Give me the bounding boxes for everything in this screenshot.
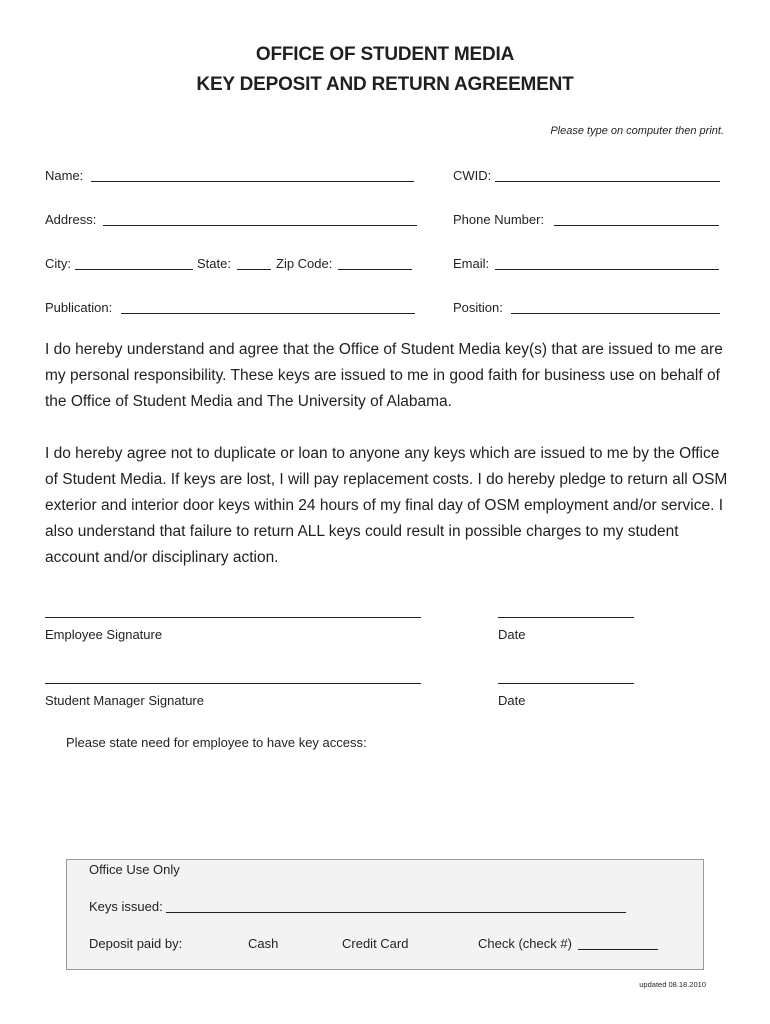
zip-label: Zip Code:	[276, 256, 333, 271]
phone-label: Phone Number:	[453, 212, 545, 227]
zip-field[interactable]	[338, 269, 412, 270]
email-field[interactable]	[495, 269, 719, 270]
updated-date: updated 08.18.2010	[639, 980, 706, 989]
instruction-note: Please type on computer then print.	[550, 125, 724, 137]
employee-date-label: Date	[498, 627, 526, 642]
page-subtitle: KEY DEPOSIT AND RETURN AGREEMENT	[196, 74, 574, 95]
state-field[interactable]	[237, 269, 271, 270]
name-field[interactable]	[91, 181, 414, 182]
address-field[interactable]	[103, 225, 417, 226]
employee-signature-label: Employee Signature	[45, 627, 163, 642]
city-field[interactable]	[75, 269, 193, 270]
position-label: Position:	[453, 300, 503, 315]
manager-signature-line[interactable]	[45, 683, 421, 684]
cash-option[interactable]: Cash	[248, 936, 279, 951]
employee-date-line[interactable]	[498, 617, 634, 618]
cwid-field[interactable]	[495, 181, 720, 182]
phone-field[interactable]	[554, 225, 719, 226]
check-option[interactable]: Check (check #)	[478, 936, 572, 951]
key-need-label: Please state need for employee to have key access:	[66, 735, 367, 750]
deposit-paid-label: Deposit paid by:	[89, 936, 183, 951]
email-label: Email:	[453, 256, 490, 271]
keys-issued-field[interactable]	[166, 912, 626, 913]
manager-date-line[interactable]	[498, 683, 634, 684]
cwid-label: CWID:	[453, 168, 492, 183]
name-label: Name:	[45, 168, 84, 183]
state-label: State:	[197, 256, 231, 271]
credit-card-option[interactable]: Credit Card	[342, 936, 409, 951]
city-label: City:	[45, 256, 71, 271]
agreement-text	[45, 337, 735, 571]
office-use-heading: Office Use Only	[89, 862, 180, 877]
employee-signature-line[interactable]	[45, 617, 421, 618]
publication-label: Publication:	[45, 300, 113, 315]
publication-field[interactable]	[121, 313, 415, 314]
address-label: Address:	[45, 212, 97, 227]
position-field[interactable]	[511, 313, 720, 314]
manager-date-label: Date	[498, 693, 526, 708]
page-title: OFFICE OF STUDENT MEDIA	[255, 44, 515, 65]
agreement-paragraph-1: I do hereby understand and agree that the Office of Student Media key(s) that are issued to me are my personal responsibility. These keys are issued to me in good faith for business use on behalf of the Office of Student Media and The University of Alabama.	[45, 341, 723, 410]
agreement-paragraph-2: I do hereby agree not to duplicate or loan to anyone any keys which are issued to me by the Office of Student Media. If keys are lost, I will pay replacement costs. I do hereby pledge to return all OSM exterior and interior door keys within 24 hours of my final day of OSM employment and/or service. I also understand that failure to return ALL keys could result in possible charges to my student account and/or disciplinary action.	[45, 445, 728, 566]
manager-signature-label: Student Manager Signature	[45, 693, 204, 708]
check-number-field[interactable]	[578, 949, 658, 950]
keys-issued-label: Keys issued:	[89, 899, 163, 914]
